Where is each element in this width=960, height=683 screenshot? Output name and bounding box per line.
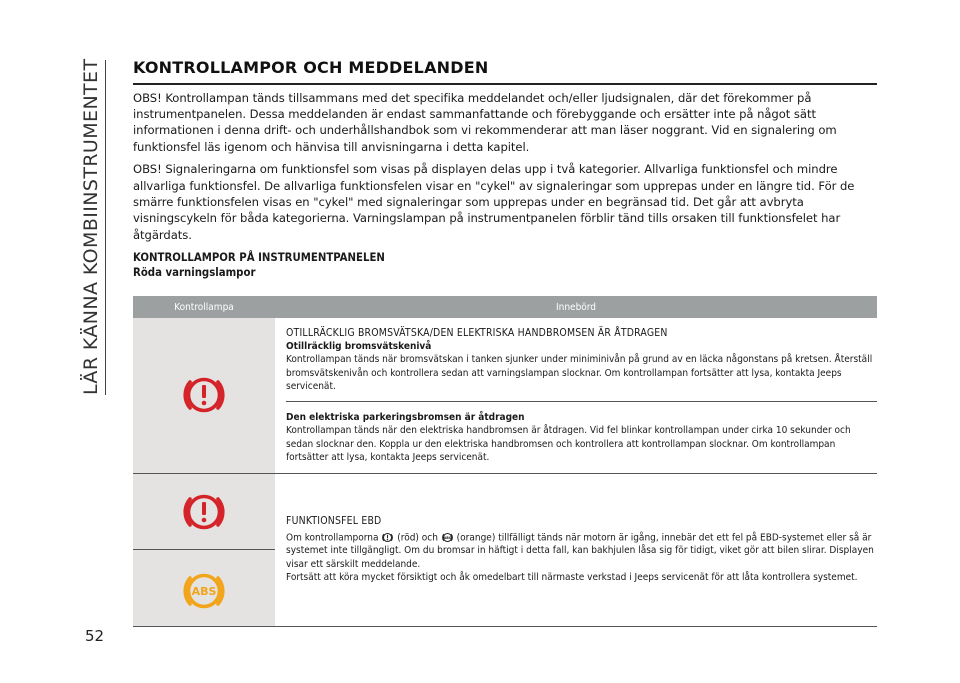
- icon-cell: [133, 473, 275, 626]
- table-row: [133, 318, 877, 473]
- ebd-advice: Fortsätt att köra mycket försiktigt och åk omedelbart till närmaste verkstad i Jeeps servicenät för att låta kontrollera systemet.: [286, 572, 858, 584]
- main-content: [133, 58, 877, 627]
- subheading-red-lamps: Röda varningslampor: [133, 266, 256, 280]
- abs-icon-label: ABS: [443, 535, 452, 540]
- page-number: 52: [85, 627, 105, 645]
- brake-warning-icon: [381, 531, 394, 544]
- icon-cell: [133, 318, 275, 473]
- block-text: Kontrollampan tänds när bromsvätskan i tanken sjunker under miniminivån på grund av en läcka någonstans på kretsen. Återställ bromsvätskenivån och kontrollera sedan att varningslampan slocknar. Om kontrollampan fortsätter att lysa, kontakta Jeeps servicenät.: [286, 354, 873, 392]
- column-header-meaning: Innebörd: [275, 296, 877, 318]
- ebd-text-b: (röd) och: [397, 532, 438, 544]
- warning-lamp-table: [133, 296, 877, 626]
- column-header-lamp: Kontrollampa: [133, 296, 275, 318]
- meaning-cell: [275, 318, 877, 473]
- section-title: KONTROLLAMPOR OCH MEDDELANDEN: [133, 58, 489, 77]
- icon-divider: [133, 549, 275, 550]
- abs-warning-icon: [179, 566, 229, 616]
- block-title: Otillräcklig bromsvätskenivå: [286, 341, 432, 353]
- title-rule: [133, 83, 877, 85]
- ebd-description: [286, 531, 877, 572]
- block-title: Den elektriska parkeringsbromsen är åtdragen: [286, 412, 525, 424]
- abs-icon-label: ABS: [191, 584, 217, 598]
- block-text: Kontrollampan tänds när den elektriska handbromsen är åtdragen. Vid fel blinkar kontrollampan under cirka 10 sekunder och sedan slocknar den. Koppla ur den elektriska handbromsen och kontrollera att kontrollampan slocknar. Om kontrollampan fortsätter att lysa, kontakta Jeeps servicenät.: [286, 425, 851, 464]
- chapter-side-title: LÄR KÄNNA KOMBIINSTRUMENTET: [80, 58, 102, 395]
- brake-warning-icon: [179, 370, 229, 420]
- row-caption: OTILLRÄCKLIG BROMSVÄTSKA/DEN ELEKTRISKA HANDBROMSEN ÄR ÅTDRAGEN: [286, 327, 668, 340]
- side-rule: [105, 60, 106, 395]
- brake-warning-icon: [179, 487, 229, 537]
- note-paragraph-2: OBS! Signaleringarna om funktionsfel som visas på displayen delas upp i två kategorier. Allvarliga funktionsfel och mindre allvarliga funktionsfel. De allvarliga funktionsfelen visar en "cykel" av signaleringar som upprepas under en längre tid. För de smärre funktionsfelen visas en "cykel" med signaleringar som upprepas under en begränsad tid. Det går att avbryta visningscykeln för båda kategorierna. Varningslampan på instrumentpanelen förblir tänd tills orsaken till funktionsfelet har åtgärdats.: [133, 162, 855, 242]
- table-row: [133, 473, 877, 626]
- subheading-instrument-panel: KONTROLLAMPOR PÅ INSTRUMENTPANELEN: [133, 251, 385, 265]
- meaning-cell: [275, 473, 877, 626]
- note-paragraph-1: OBS! Kontrollampan tänds tillsammans med det specifika meddelandet och/eller ljudsignalen, där det förekommer på instrumentpanelen. Dessa meddelanden är endast sammanfattande och förebyggande och ersätter inte på något sätt informationen i denna drift- och underhållshandbok som vi rekommenderar att man läser noggrant. Vid en signalering om funktionsfel läs igenom och hänvisa till anvisningarna i detta kapitel.: [133, 90, 837, 154]
- ebd-text-c: (orange) tillfälligt tänds när motorn är igång, innebär det ett fel på EBD-systemet eller så är systemet inte tillgängligt. Om du bromsar in häftigt i detta fall, kan bakhjulen låsa sig för tidigt, viket gör att bilen slirar. Displayen visar ett särskilt meddelande.: [286, 532, 874, 570]
- abs-warning-icon: [441, 531, 454, 544]
- row-caption: FUNKTIONSFEL EBD: [286, 514, 382, 527]
- ebd-text-a: Om kontrollamporna: [286, 532, 379, 544]
